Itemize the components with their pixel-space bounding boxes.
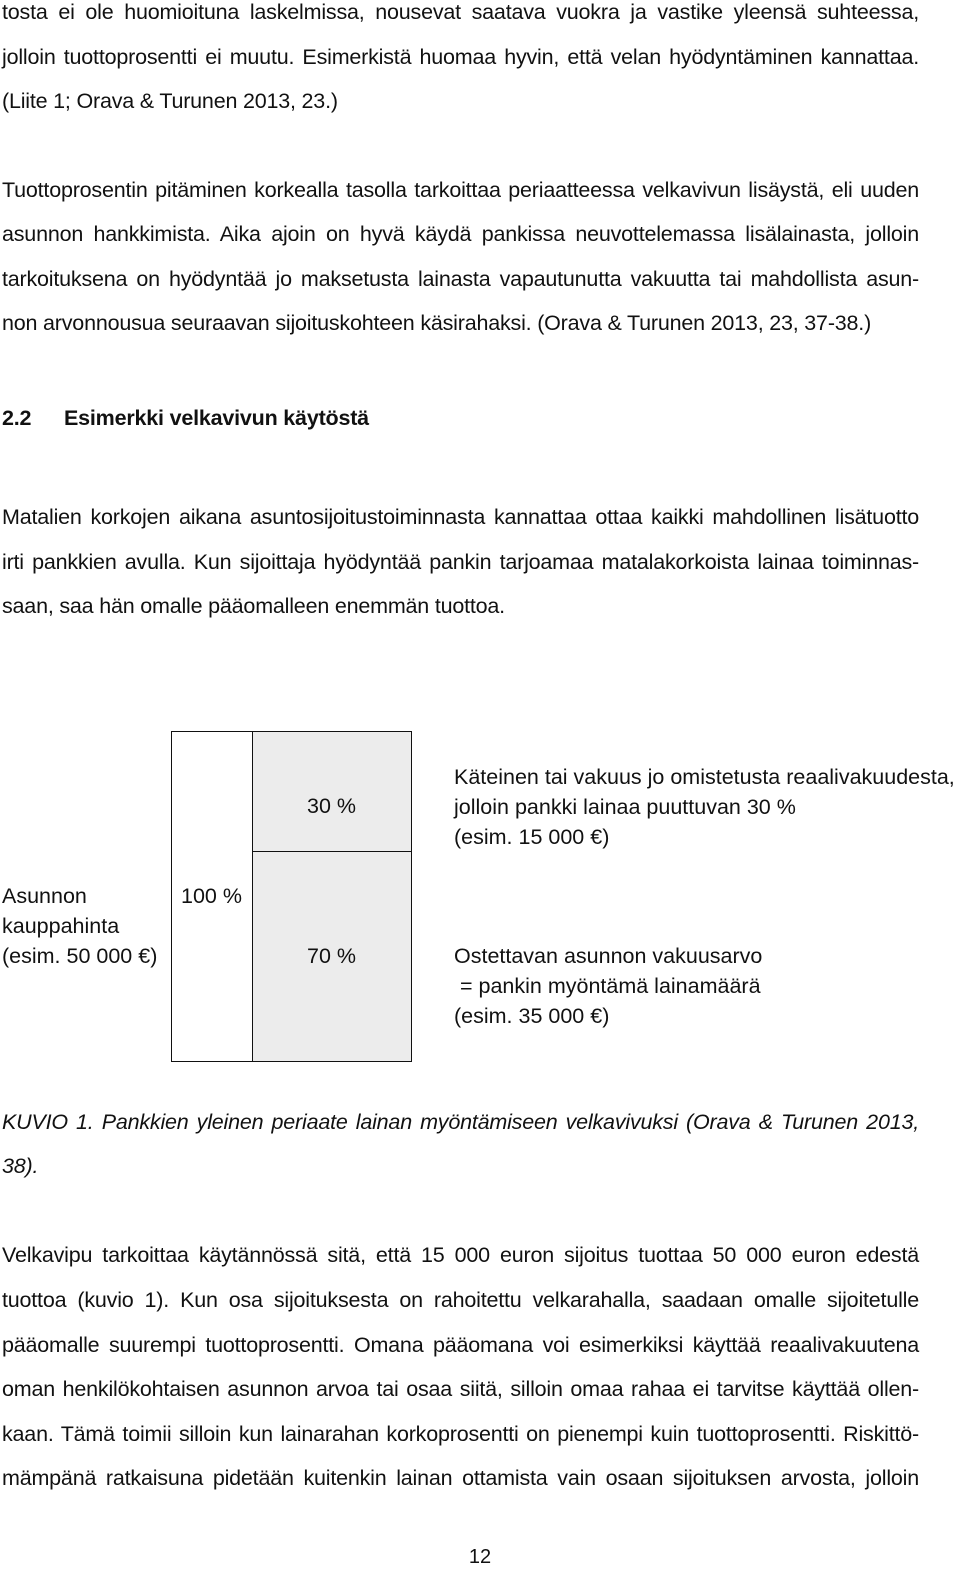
section-heading — [2, 406, 369, 431]
figure-caption: KUVIO 1. Pankkien yleinen periaate lainan myöntämiseen velkavivuksi (Orava & Turunen 2013, — [2, 1110, 919, 1134]
purchase-price-label: kauppahinta — [2, 914, 120, 938]
paragraph-line: mämpänä ratkaisuna pidetään kuitenkin lainan ottamista vain osaan sijoituksen arvosta, jolloin — [2, 1466, 919, 1490]
page-number: 12 — [468, 1546, 492, 1568]
paragraph-line: Matalien korkojen aikana asuntosijoitustoiminnasta kannattaa ottaa kaikki mahdollinen lisätuotto — [2, 505, 919, 529]
paragraph-line: jolloin tuottoprosentti ei muutu. Esimerkistä huomaa hyvin, että velan hyödyntäminen kannattaa. — [2, 45, 919, 69]
paragraph-line: Tuottoprosentin pitäminen korkealla tasolla tarkoittaa periaatteessa velkavivun lisäystä, eli uuden — [2, 178, 919, 202]
paragraph-line: pääomalle suurempi tuottoprosentti. Omana pääomana voi esimerkiksi käyttää reaalivakuutena — [2, 1333, 919, 1357]
loan-description: = pankin myöntämä lainamäärä — [454, 974, 761, 998]
equity-percent-label: 30 % — [307, 794, 357, 818]
paragraph-line: Velkavipu tarkoittaa käytännössä sitä, että 15 000 euron sijoitus tuottaa 50 000 euron edestä — [2, 1243, 919, 1267]
paragraph-line: oman henkilökohtaisen asunnon arvoa tai osaa siitä, silloin omaa rahaa ei tarvitse käyttää ollen- — [2, 1377, 919, 1401]
paragraph-line: kaan. Tämä toimii silloin kun lainarahan korkoprosentti on pienempi kuin tuottoprosentti. Riskittö- — [2, 1422, 919, 1446]
equity-description: jolloin pankki lainaa puuttuvan 30 % — [454, 795, 796, 819]
loan-percent-label: 70 % — [307, 944, 357, 968]
figure-caption: 38). — [2, 1154, 39, 1178]
paragraph-line: asunnon hankkimista. Aika ajoin on hyvä käydä pankissa neuvottelemassa lisälainasta, jolloin — [2, 222, 919, 246]
equity-share-box — [252, 731, 412, 852]
loan-description: (esim. 35 000 €) — [454, 1004, 610, 1028]
paragraph-line: tuottoa (kuvio 1). Kun osa sijoituksesta on rahoitettu velkarahalla, saadaan omalle sijoitetulle — [2, 1288, 919, 1312]
loan-description: Ostettavan asunnon vakuusarvo — [454, 944, 763, 968]
total-percent-label: 100 % — [181, 884, 242, 908]
paragraph-line: (Liite 1; Orava & Turunen 2013, 23.) — [2, 89, 338, 113]
equity-description: Käteinen tai vakuus jo omistetusta reaalivakuudesta, — [454, 765, 955, 789]
section-number: 2.2 — [2, 406, 32, 430]
purchase-price-label: Asunnon — [2, 884, 87, 908]
paragraph-line: saan, saa hän omalle pääomalleen enemmän tuottoa. — [2, 594, 505, 618]
paragraph-line: tarkoituksena on hyödyntää jo maksetusta lainasta vapautunutta vakuutta tai mahdollista asun- — [2, 267, 919, 291]
purchase-price-label: (esim. 50 000 €) — [2, 944, 158, 968]
paragraph-line: non arvonnousua seuraavan sijoituskohteen käsirahaksi. (Orava & Turunen 2013, 23, 37-38.) — [2, 311, 872, 335]
paragraph-line: tosta ei ole huomioituna laskelmissa, nousevat saatava vuokra ja vastike yleensä suhteessa, — [2, 0, 919, 24]
equity-description: (esim. 15 000 €) — [454, 825, 610, 849]
section-title: Esimerkki velkavivun käytöstä — [64, 406, 369, 430]
paragraph-line: irti pankkien avulla. Kun sijoittaja hyödyntää pankin tarjoamaa matalakorkoista lainaa toiminnas- — [2, 550, 919, 574]
